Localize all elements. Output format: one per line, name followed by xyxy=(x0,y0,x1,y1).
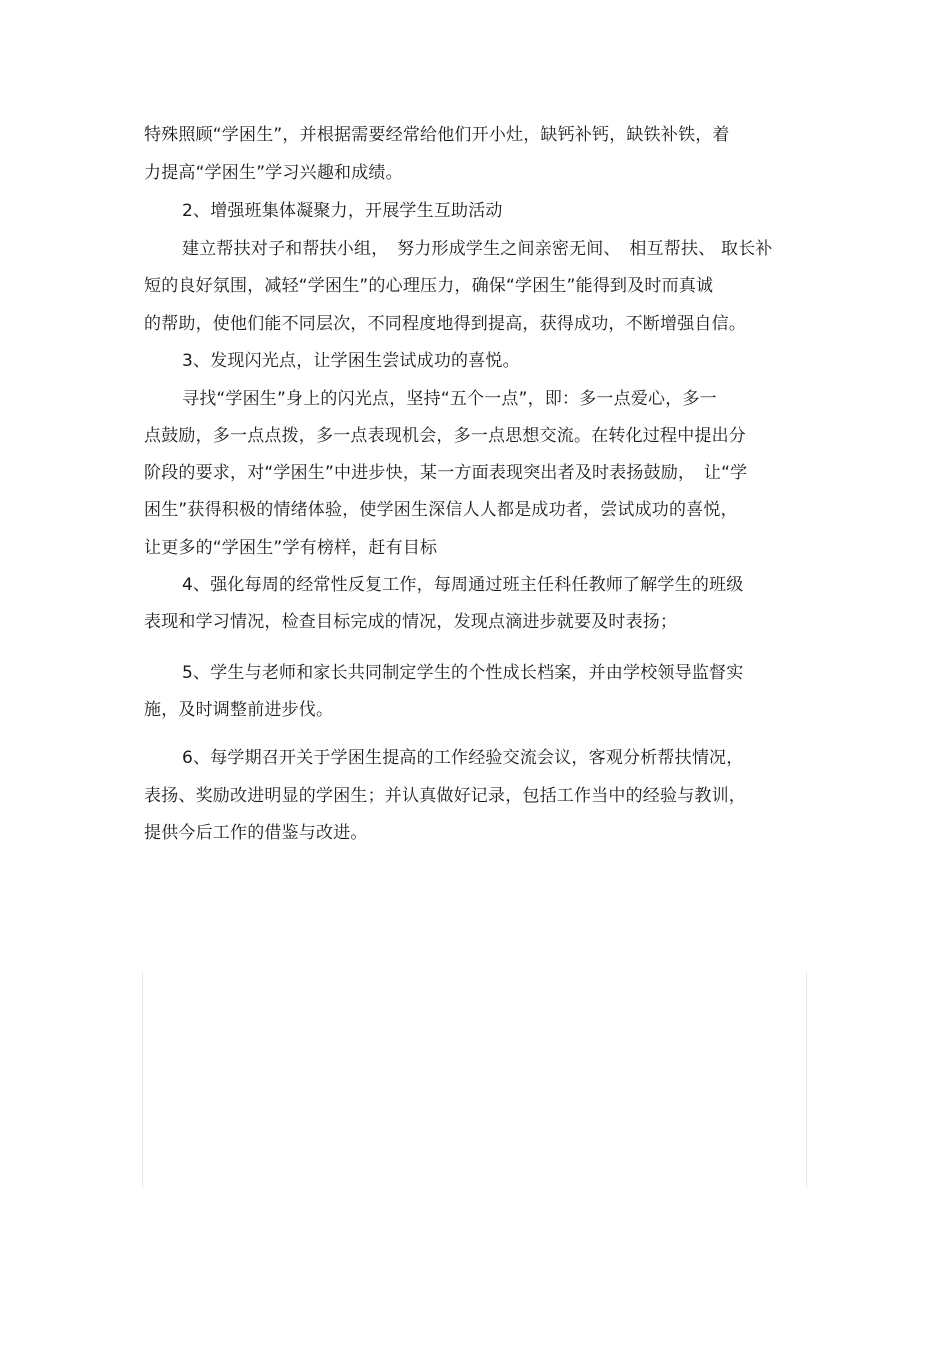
text-line-16: 施，及时调整前进步伐。 xyxy=(144,700,334,720)
text-line-14: 表现和学习情况，检查目标完成的情况，发现点滴进步就要及时表扬； xyxy=(144,612,678,632)
text-line-2: 力提高“学困生”学习兴趣和成绩。 xyxy=(144,163,403,183)
right-margin-rule xyxy=(806,972,807,1187)
section-heading-4: 4、强化每周的经常性反复工作，每周通过班主任科任教师了解学生的班级 xyxy=(182,575,744,595)
section-heading-2: 2、增强班集体凝聚力，开展学生互助活动 xyxy=(182,201,503,221)
text-line-4: 建立帮扶对子和帮扶小组， 努力形成学生之间亲密无间、 相互帮扶、 取长补 xyxy=(182,239,773,259)
text-line-8: 寻找“学困生”身上的闪光点，坚持“五个一点”，即：多一点爱心，多一 xyxy=(182,389,717,409)
section-heading-6: 6、每学期召开关于学困生提高的工作经验交流会议，客观分析帮扶情况， xyxy=(182,748,744,768)
section-heading-5: 5、学生与老师和家长共同制定学生的个性成长档案，并由学校领导监督实 xyxy=(182,663,744,683)
text-line-1: 特殊照顾“学困生”，并根据需要经常给他们开小灶，缺钙补钙，缺铁补铁，着 xyxy=(144,125,730,145)
text-line-12: 让更多的“学困生”学有榜样，赶有目标 xyxy=(144,538,438,558)
text-line-11: 困生”获得积极的情绪体验，使学困生深信人人都是成功者，尝试成功的喜悦， xyxy=(144,500,738,520)
section-heading-3: 3、发现闪光点，让学困生尝试成功的喜悦。 xyxy=(182,351,520,371)
text-line-6: 的帮助，使他们能不同层次，不同程度地得到提高，获得成功，不断增强自信。 xyxy=(144,314,746,334)
text-line-10: 阶段的要求，对“学困生”中进步快，某一方面表现突出者及时表扬鼓励， 让“学 xyxy=(144,463,748,483)
text-line-18: 表扬、奖励改进明显的学困生；并认真做好记录，包括工作当中的经验与教训， xyxy=(144,786,746,806)
text-line-5: 短的良好氛围，减轻“学困生”的心理压力，确保“学困生”能得到及时而真诚 xyxy=(144,276,714,296)
text-line-9: 点鼓励，多一点点拨，多一点表现机会，多一点思想交流。在转化过程中提出分 xyxy=(144,426,746,446)
text-line-19: 提供今后工作的借鉴与改进。 xyxy=(144,823,368,843)
left-margin-rule xyxy=(142,972,143,1187)
